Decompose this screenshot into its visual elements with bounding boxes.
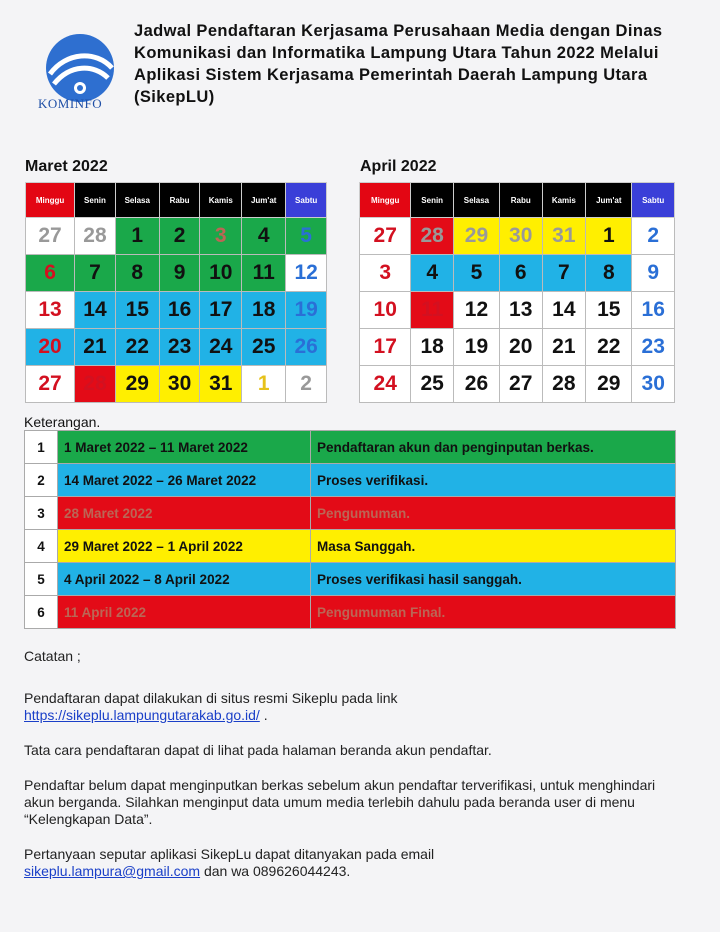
day-cell: 20 bbox=[26, 329, 75, 366]
page-title: Jadwal Pendaftaran Kerjasama Perusahaan Media dengan Dinas Komunikasi dan Informatika Lampung Utara Tahun 2022 Melalui Aplikasi Sistem Kerjasama Pemerintah Daerah Lampung Utara (SikepLU) bbox=[134, 22, 663, 106]
email-link[interactable]: sikeplu.lampura@gmail.com bbox=[24, 863, 201, 879]
day-cell: 11 bbox=[242, 255, 286, 292]
week-row bbox=[26, 329, 327, 366]
legend-date: 29 Maret 2022 – 1 April 2022 bbox=[58, 530, 311, 563]
legend-number: 4 bbox=[25, 530, 58, 563]
notes-p4-text: Pertanyaan seputar aplikasi SikepLu dapat ditanyakan pada email bbox=[24, 846, 435, 862]
legend-date: 11 April 2022 bbox=[58, 596, 311, 629]
day-header: Kamis bbox=[200, 183, 242, 218]
notes-p4-tail: dan wa 089626044243. bbox=[200, 863, 351, 879]
day-cell: 27 bbox=[26, 218, 75, 255]
legend-description: Masa Sanggah. bbox=[311, 530, 676, 563]
legend-row bbox=[25, 596, 676, 629]
day-cell: 28 bbox=[75, 366, 116, 403]
notes-p2: Tata cara pendaftaran dapat di lihat pada halaman beranda akun pendaftar. bbox=[24, 742, 492, 758]
day-cell: 6 bbox=[26, 255, 75, 292]
day-header: Kamis bbox=[542, 183, 586, 218]
legend-row bbox=[25, 431, 676, 464]
day-header: Sabtu bbox=[632, 183, 675, 218]
day-header: Rabu bbox=[499, 183, 542, 218]
day-cell: 14 bbox=[542, 292, 586, 329]
day-cell: 27 bbox=[360, 218, 411, 255]
notes-p1 bbox=[24, 690, 684, 724]
day-header: Selasa bbox=[115, 183, 159, 218]
legend-number: 5 bbox=[25, 563, 58, 596]
day-cell: 9 bbox=[632, 255, 675, 292]
day-cell: 9 bbox=[159, 255, 200, 292]
day-cell: 5 bbox=[286, 218, 327, 255]
legend-number: 1 bbox=[25, 431, 58, 464]
day-cell: 23 bbox=[159, 329, 200, 366]
legend-description: Pengumuman Final. bbox=[311, 596, 676, 629]
day-cell: 2 bbox=[286, 366, 327, 403]
day-cell: 25 bbox=[411, 366, 454, 403]
day-cell: 10 bbox=[200, 255, 242, 292]
notes-p1-tail: . bbox=[259, 707, 268, 723]
day-cell: 8 bbox=[586, 255, 632, 292]
day-cell: 27 bbox=[499, 366, 542, 403]
day-cell: 31 bbox=[542, 218, 586, 255]
day-cell: 8 bbox=[115, 255, 159, 292]
logo-text: KOMINFO bbox=[38, 96, 103, 111]
day-cell: 22 bbox=[586, 329, 632, 366]
day-cell: 16 bbox=[159, 292, 200, 329]
day-cell: 23 bbox=[632, 329, 675, 366]
week-row bbox=[360, 292, 675, 329]
maret-title: Maret 2022 bbox=[25, 158, 108, 175]
day-cell: 28 bbox=[75, 218, 116, 255]
week-row bbox=[360, 255, 675, 292]
day-cell: 13 bbox=[26, 292, 75, 329]
calendar-april bbox=[359, 182, 675, 403]
week-row bbox=[26, 292, 327, 329]
day-cell: 31 bbox=[200, 366, 242, 403]
calendar-maret bbox=[25, 182, 327, 403]
day-header: Senin bbox=[75, 183, 116, 218]
day-cell: 3 bbox=[360, 255, 411, 292]
week-row bbox=[26, 366, 327, 403]
day-cell: 4 bbox=[242, 218, 286, 255]
day-cell: 13 bbox=[499, 292, 542, 329]
day-cell: 2 bbox=[632, 218, 675, 255]
day-cell: 7 bbox=[75, 255, 116, 292]
day-cell: 17 bbox=[200, 292, 242, 329]
day-cell: 25 bbox=[242, 329, 286, 366]
april-title: April 2022 bbox=[360, 158, 437, 175]
day-header: Jum'at bbox=[586, 183, 632, 218]
day-cell: 18 bbox=[411, 329, 454, 366]
legend-row bbox=[25, 497, 676, 530]
legend-date: 1 Maret 2022 – 11 Maret 2022 bbox=[58, 431, 311, 464]
day-cell: 20 bbox=[499, 329, 542, 366]
day-cell: 18 bbox=[242, 292, 286, 329]
day-header: Minggu bbox=[360, 183, 411, 218]
day-header: Senin bbox=[411, 183, 454, 218]
day-cell: 1 bbox=[242, 366, 286, 403]
notes bbox=[24, 648, 684, 895]
legend-description: Proses verifikasi hasil sanggah. bbox=[311, 563, 676, 596]
day-cell: 16 bbox=[632, 292, 675, 329]
day-cell: 2 bbox=[159, 218, 200, 255]
day-cell: 15 bbox=[586, 292, 632, 329]
day-cell: 29 bbox=[586, 366, 632, 403]
day-cell: 30 bbox=[632, 366, 675, 403]
day-cell: 27 bbox=[26, 366, 75, 403]
day-header: Sabtu bbox=[286, 183, 327, 218]
notes-p4 bbox=[24, 846, 684, 880]
legend-description: Pendaftaran akun dan penginputan berkas. bbox=[311, 431, 676, 464]
day-cell: 14 bbox=[75, 292, 116, 329]
notes-p1-text: Pendaftaran dapat dilakukan di situs resmi Sikeplu pada link bbox=[24, 690, 398, 706]
notes-heading: Catatan ; bbox=[24, 648, 81, 664]
day-cell: 19 bbox=[453, 329, 499, 366]
week-row bbox=[26, 218, 327, 255]
week-row bbox=[360, 329, 675, 366]
day-cell: 4 bbox=[411, 255, 454, 292]
day-header: Rabu bbox=[159, 183, 200, 218]
notes-p3: Pendaftar belum dapat menginputkan berkas sebelum akun pendaftar terverifikasi, untuk menghindari akun berganda. Silahkan menginput data umum media terlebih dahulu pada beranda user di menu “Kelengkapan Data”. bbox=[24, 777, 656, 827]
day-cell: 24 bbox=[360, 366, 411, 403]
legend-row bbox=[25, 464, 676, 497]
day-cell: 11 bbox=[411, 292, 454, 329]
day-cell: 12 bbox=[453, 292, 499, 329]
day-cell: 22 bbox=[115, 329, 159, 366]
day-cell: 10 bbox=[360, 292, 411, 329]
legend-description: Pengumuman. bbox=[311, 497, 676, 530]
day-cell: 15 bbox=[115, 292, 159, 329]
day-header: Jum'at bbox=[242, 183, 286, 218]
week-row bbox=[26, 255, 327, 292]
day-cell: 1 bbox=[115, 218, 159, 255]
legend-date: 28 Maret 2022 bbox=[58, 497, 311, 530]
sikeplu-link[interactable]: https://sikeplu.lampungutarakab.go.id/ bbox=[24, 707, 260, 723]
legend-row bbox=[25, 530, 676, 563]
day-cell: 28 bbox=[542, 366, 586, 403]
day-cell: 7 bbox=[542, 255, 586, 292]
day-cell: 26 bbox=[286, 329, 327, 366]
week-row bbox=[360, 366, 675, 403]
day-cell: 1 bbox=[586, 218, 632, 255]
legend-table bbox=[24, 430, 676, 629]
legend-number: 3 bbox=[25, 497, 58, 530]
day-cell: 3 bbox=[200, 218, 242, 255]
day-header: Selasa bbox=[453, 183, 499, 218]
day-cell: 28 bbox=[411, 218, 454, 255]
day-cell: 26 bbox=[453, 366, 499, 403]
legend-number: 6 bbox=[25, 596, 58, 629]
legend-date: 14 Maret 2022 – 26 Maret 2022 bbox=[58, 464, 311, 497]
keterangan-label: Keterangan. bbox=[24, 414, 101, 430]
day-cell: 17 bbox=[360, 329, 411, 366]
week-row bbox=[360, 218, 675, 255]
day-cell: 19 bbox=[286, 292, 327, 329]
day-cell: 5 bbox=[453, 255, 499, 292]
day-cell: 6 bbox=[499, 255, 542, 292]
day-cell: 12 bbox=[286, 255, 327, 292]
legend-number: 2 bbox=[25, 464, 58, 497]
legend-description: Proses verifikasi. bbox=[311, 464, 676, 497]
day-cell: 21 bbox=[75, 329, 116, 366]
day-cell: 21 bbox=[542, 329, 586, 366]
day-cell: 29 bbox=[115, 366, 159, 403]
day-cell: 30 bbox=[159, 366, 200, 403]
legend-row bbox=[25, 563, 676, 596]
legend-date: 4 April 2022 – 8 April 2022 bbox=[58, 563, 311, 596]
day-cell: 30 bbox=[499, 218, 542, 255]
day-header: Minggu bbox=[26, 183, 75, 218]
day-cell: 24 bbox=[200, 329, 242, 366]
day-cell: 29 bbox=[453, 218, 499, 255]
